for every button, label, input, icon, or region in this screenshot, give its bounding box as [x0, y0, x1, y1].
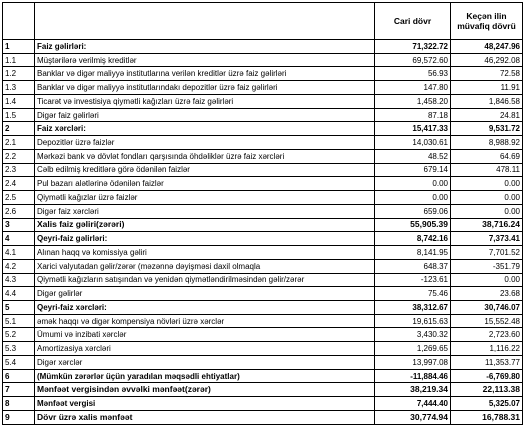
row-current-value: 1,269.65	[375, 342, 451, 356]
row-prior-value: 46,292.08	[451, 53, 523, 67]
row-prior-value: 9,531.72	[451, 122, 523, 136]
table-row	[3, 369, 523, 383]
row-current-value: 0.00	[375, 177, 451, 191]
row-current-value: 1,458.20	[375, 94, 451, 108]
table-body	[3, 3, 523, 425]
row-prior-value: 22,113.38	[451, 383, 523, 397]
row-number: 6	[3, 369, 35, 383]
table-row	[3, 149, 523, 163]
row-label: Müştərilərə verilmiş kreditlər	[35, 53, 375, 67]
row-prior-value: 7,373.41	[451, 232, 523, 246]
table-row	[3, 67, 523, 81]
row-number: 4.2	[3, 259, 35, 273]
row-prior-value: 2,723.60	[451, 328, 523, 342]
row-prior-value: 8,988.92	[451, 136, 523, 150]
row-label: Digər gəlirlər	[35, 287, 375, 301]
row-label: Alınan haqq və komissiya gəliri	[35, 246, 375, 260]
row-number: 4.3	[3, 273, 35, 287]
row-current-value: 14,030.61	[375, 136, 451, 150]
header-index-cell	[3, 3, 35, 40]
row-prior-value: 11,353.77	[451, 355, 523, 369]
row-label: Ümumi və inzibati xərclər	[35, 328, 375, 342]
table-row	[3, 273, 523, 287]
header-prior-period: Keçən ilin müvafiq dövrü	[451, 3, 523, 40]
row-number: 1.5	[3, 108, 35, 122]
row-current-value: 13,997.08	[375, 355, 451, 369]
row-label: Qiymətli kağızlar üzrə faizlər	[35, 191, 375, 205]
row-prior-value: 11.91	[451, 81, 523, 95]
row-label: Mənfəət vergisindən əvvəlki mənfəət(zərər)	[35, 383, 375, 397]
row-current-value: 48.52	[375, 149, 451, 163]
row-number: 4	[3, 232, 35, 246]
row-prior-value: 1,846.58	[451, 94, 523, 108]
row-prior-value: 15,552.48	[451, 314, 523, 328]
table-row	[3, 342, 523, 356]
row-label: Depozitlər üzrə faizlər	[35, 136, 375, 150]
table-row	[3, 163, 523, 177]
row-number: 3	[3, 218, 35, 232]
row-prior-value: -6,769.80	[451, 369, 523, 383]
row-prior-value: -351.79	[451, 259, 523, 273]
row-number: 2.6	[3, 204, 35, 218]
row-label: Banklar və digər maliyyə institutlarına verilən kreditlər üzrə faiz gəlirləri	[35, 67, 375, 81]
table-row	[3, 40, 523, 54]
row-label: Dövr üzrə xalis mənfəət	[35, 410, 375, 424]
row-prior-value: 0.00	[451, 204, 523, 218]
row-label: Faiz gəlirləri:	[35, 40, 375, 54]
financial-statement-table	[2, 2, 523, 425]
row-current-value: 55,905.39	[375, 218, 451, 232]
table-row	[3, 122, 523, 136]
row-number: 1	[3, 40, 35, 54]
row-label: Ticarət və investisiya qiymətli kağızları üzrə faiz gəlirləri	[35, 94, 375, 108]
row-number: 2.5	[3, 191, 35, 205]
row-label: Qeyri-faiz gəlirləri:	[35, 232, 375, 246]
row-label: Digər faiz xərcləri	[35, 204, 375, 218]
row-number: 8	[3, 397, 35, 411]
row-current-value: 56.93	[375, 67, 451, 81]
row-prior-value: 16,788.31	[451, 410, 523, 424]
row-label: Banklar və digər maliyyə institutlarındakı depozitlər üzrə faiz gəlirləri	[35, 81, 375, 95]
row-label: Qeyri-faiz xərcləri:	[35, 300, 375, 314]
row-current-value: 3,430.32	[375, 328, 451, 342]
row-number: 9	[3, 410, 35, 424]
row-number: 5.2	[3, 328, 35, 342]
row-prior-value: 5,325.07	[451, 397, 523, 411]
header-current-period: Cari dövr	[375, 3, 451, 40]
table-row	[3, 259, 523, 273]
table-row	[3, 300, 523, 314]
row-prior-value: 30,746.07	[451, 300, 523, 314]
row-prior-value: 38,716.24	[451, 218, 523, 232]
row-current-value: 8,141.95	[375, 246, 451, 260]
table-row	[3, 246, 523, 260]
row-current-value: 15,417.33	[375, 122, 451, 136]
table-row	[3, 287, 523, 301]
row-number: 2.3	[3, 163, 35, 177]
row-current-value: 679.14	[375, 163, 451, 177]
row-label: əmək haqqı və digər kompensiya növləri üzrə xərclər	[35, 314, 375, 328]
row-number: 2.4	[3, 177, 35, 191]
table-row	[3, 218, 523, 232]
row-current-value: 659.06	[375, 204, 451, 218]
table-row	[3, 204, 523, 218]
row-prior-value: 478.11	[451, 163, 523, 177]
header-label-cell	[35, 3, 375, 40]
header-row	[3, 3, 523, 40]
row-current-value: -11,884.46	[375, 369, 451, 383]
table-row	[3, 355, 523, 369]
row-number: 2.1	[3, 136, 35, 150]
row-label: Digər xərclər	[35, 355, 375, 369]
row-number: 5	[3, 300, 35, 314]
table-row	[3, 136, 523, 150]
row-label: Mərkəzi bank və dövlət fondları qarşısında öhdəliklər üzrə faiz xərcləri	[35, 149, 375, 163]
row-label: Cəlb edilmiş kreditlərə görə ödənilən faizlər	[35, 163, 375, 177]
row-current-value: -123.61	[375, 273, 451, 287]
table-row	[3, 232, 523, 246]
row-number: 2	[3, 122, 35, 136]
row-label: Mənfəət vergisi	[35, 397, 375, 411]
row-current-value: 30,774.94	[375, 410, 451, 424]
row-current-value: 7,444.40	[375, 397, 451, 411]
row-number: 4.4	[3, 287, 35, 301]
row-number: 1.3	[3, 81, 35, 95]
row-label: Xalis faiz gəliri(zərəri)	[35, 218, 375, 232]
table-row	[3, 191, 523, 205]
row-label: Pul bazarı alətlərinə ödənilən faizlər	[35, 177, 375, 191]
row-prior-value: 0.00	[451, 177, 523, 191]
table-row	[3, 410, 523, 424]
table-row	[3, 108, 523, 122]
row-current-value: 71,322.72	[375, 40, 451, 54]
row-current-value: 648.37	[375, 259, 451, 273]
row-prior-value: 72.58	[451, 67, 523, 81]
row-number: 1.1	[3, 53, 35, 67]
row-prior-value: 64.69	[451, 149, 523, 163]
row-label: Qiymətli kağızların satışından və yenidən qiymətləndirilməsindən gəlir/zərər	[35, 273, 375, 287]
table-row	[3, 177, 523, 191]
row-current-value: 38,219.34	[375, 383, 451, 397]
row-current-value: 8,742.16	[375, 232, 451, 246]
table-row	[3, 397, 523, 411]
row-number: 5.4	[3, 355, 35, 369]
row-label: Faiz xərcləri:	[35, 122, 375, 136]
table-row	[3, 81, 523, 95]
table-row	[3, 53, 523, 67]
row-label: Digər faiz gəlirləri	[35, 108, 375, 122]
table-row	[3, 314, 523, 328]
row-prior-value: 48,247.96	[451, 40, 523, 54]
table-row	[3, 328, 523, 342]
row-label: Amortizasiya xərcləri	[35, 342, 375, 356]
row-prior-value: 1,116.22	[451, 342, 523, 356]
row-prior-value: 23.68	[451, 287, 523, 301]
row-current-value: 147.80	[375, 81, 451, 95]
row-current-value: 0.00	[375, 191, 451, 205]
row-current-value: 38,312.67	[375, 300, 451, 314]
row-label: Xarici valyutadan gəlir/zərər (məzənnə dəyişməsi daxil olmaqla	[35, 259, 375, 273]
row-number: 1.2	[3, 67, 35, 81]
row-label: (Mümkün zərərlər üçün yaradılan məqsədli ehtiyatlar)	[35, 369, 375, 383]
row-prior-value: 0.00	[451, 191, 523, 205]
row-prior-value: 0.00	[451, 273, 523, 287]
row-number: 4.1	[3, 246, 35, 260]
row-number: 1.4	[3, 94, 35, 108]
table-row	[3, 94, 523, 108]
row-current-value: 75.46	[375, 287, 451, 301]
row-current-value: 87.18	[375, 108, 451, 122]
table-row	[3, 383, 523, 397]
row-current-value: 69,572.60	[375, 53, 451, 67]
row-prior-value: 7,701.52	[451, 246, 523, 260]
row-prior-value: 24.81	[451, 108, 523, 122]
row-number: 5.1	[3, 314, 35, 328]
row-number: 7	[3, 383, 35, 397]
row-number: 5.3	[3, 342, 35, 356]
row-number: 2.2	[3, 149, 35, 163]
row-current-value: 19,615.63	[375, 314, 451, 328]
